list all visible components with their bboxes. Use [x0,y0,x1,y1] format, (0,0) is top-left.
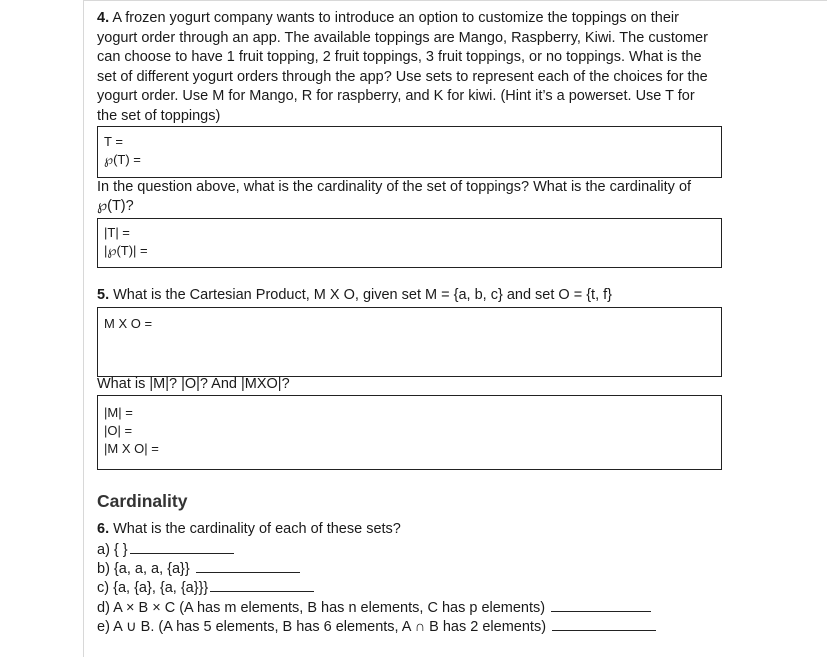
q4-followup-line-1: In the question above, what is the cardinality of the set of toppings? What is the cardinality of [97,179,692,195]
q4-followup-line-2: ℘(T)? [97,198,134,214]
q6-item-d: d) A × B × C (A has m elements, B has n elements, C has p elements) [97,598,651,619]
q4-number: 4. [97,10,110,26]
document-page [83,0,827,657]
q6-number: 6. [97,521,110,537]
q4-line-6: the set of toppings) [97,107,221,124]
q4-paragraph [97,9,729,126]
answer-blank-e[interactable] [552,617,656,631]
answer-blank-d[interactable] [551,598,651,612]
q4-cardinality-box[interactable] [97,218,722,268]
q6-item-b: b) {a, a, a, {a}} [97,559,300,580]
q6-item-c: c) {a, {a}, {a, {a}}} [97,578,314,599]
q5-box-line-1: M X O = [104,316,153,331]
q6-question: 6. What is the cardinality of each of these sets? [97,521,401,537]
answer-blank-c[interactable] [210,578,314,592]
q4-line-4: set of different yogurt orders through the app? Use sets to represent each of the choices for the [97,68,708,85]
q4-line-2: yogurt order through an app. The available toppings are Mango, Raspberry, Kiwi. The customer [97,29,708,46]
answer-blank-a[interactable] [130,540,234,554]
q5-question: 5. What is the Cartesian Product, M X O, given set M = {a, b, c} and set O = {t, f} [97,287,613,303]
q6-item-e: e) A ∪ B. (A has 5 elements, B has 6 elements, A ∩ B has 2 elements) [97,617,656,638]
q4-answer-box[interactable] [97,126,722,178]
q5-box2-line-3: |M X O| = [104,441,159,456]
q6-item-a: a) { } [97,540,234,561]
q5-number: 5. [97,287,110,303]
q4-line-1: 4. A frozen yogurt company wants to introduce an option to customize the toppings on their [97,10,679,26]
q5-cardinality-box[interactable] [97,395,722,470]
q4-box-line-2: ℘(T) = [104,152,141,167]
answer-blank-b[interactable] [196,559,300,573]
q4-box2-line-2: |℘(T)| = [104,243,148,258]
q4-box-line-1: T = [104,134,123,149]
section-heading-cardinality: Cardinality [97,491,188,511]
q4-line-5: yogurt order. Use M for Mango, R for raspberry, and K for kiwi. (Hint it’s a powerset. Use T for [97,88,695,104]
q5-followup: What is |M|? |O|? And |MXO|? [97,376,290,392]
q5-answer-box[interactable] [97,307,722,377]
q4-box2-line-1: |T| = [104,225,130,240]
q5-box2-line-1: |M| = [104,405,133,420]
q4-line-3: can choose to have 1 fruit topping, 2 fruit toppings, 3 fruit toppings, or no toppings. What is the [97,49,702,65]
q5-box2-line-2: |O| = [104,423,133,438]
